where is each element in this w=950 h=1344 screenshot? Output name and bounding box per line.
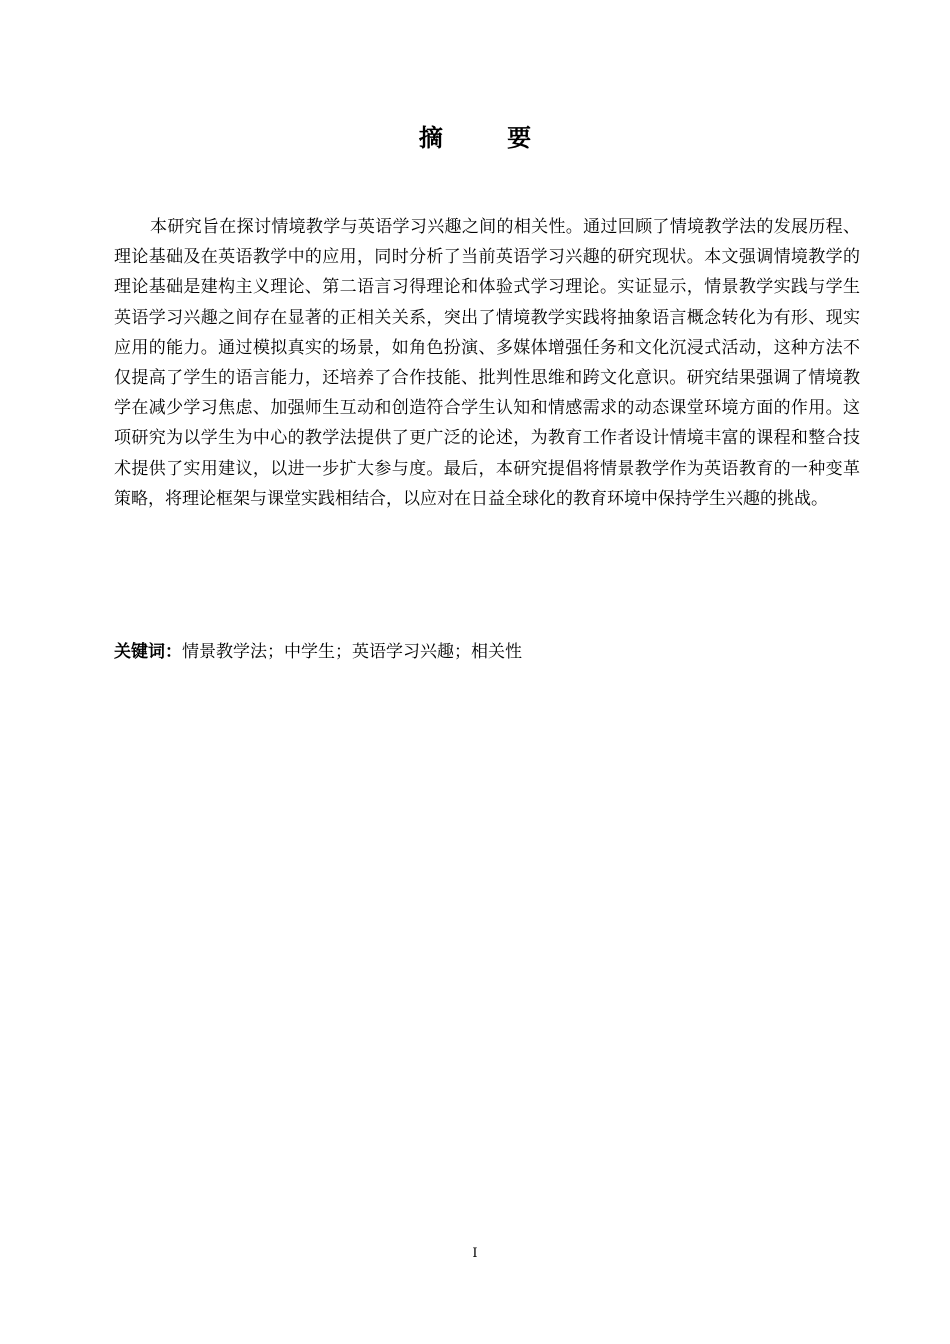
keywords-label: 关键词：: [114, 642, 182, 662]
abstract-paragraph: 本研究旨在探讨情境教学与英语学习兴趣之间的相关性。通过回顾了情境教学法的发展历程、理论基础及在英语教学中的应用，同时分析了当前英语学习兴趣的研究现状。本文强调情境教学的理论基础是建构主义理论、第二语言习得理论和体验式学习理论。实证显示，情景教学实践与学生英语学习兴趣之间存在显著的正相关关系，突出了情境教学实践将抽象语言概念转化为有形、现实应用的能力。通过模拟真实的场景，如角色扮演、多媒体增强任务和文化沉浸式活动，这种方法不仅提高了学生的语言能力，还培养了合作技能、批判性思维和跨文化意识。研究结果强调了情境教学在减少学习焦虑、加强师生互动和创造符合学生认知和情感需求的动态课堂环境方面的作用。这项研究为以学生为中心的教学法提供了更广泛的论述，为教育工作者设计情境丰富的课程和整合技术提供了实用建议，以进一步扩大参与度。最后，本研究提倡将情景教学作为英语教育的一种变革策略，将理论框架与课堂实践相结合，以应对在日益全球化的教育环境中保持学生兴趣的挑战。: [114, 217, 860, 509]
page-title: 摘 要: [418, 124, 560, 152]
keywords-line: [114, 638, 860, 666]
keywords-list: 情景教学法；中学生；英语学习兴趣；相关性: [182, 642, 522, 662]
page-number: I: [472, 1246, 478, 1261]
